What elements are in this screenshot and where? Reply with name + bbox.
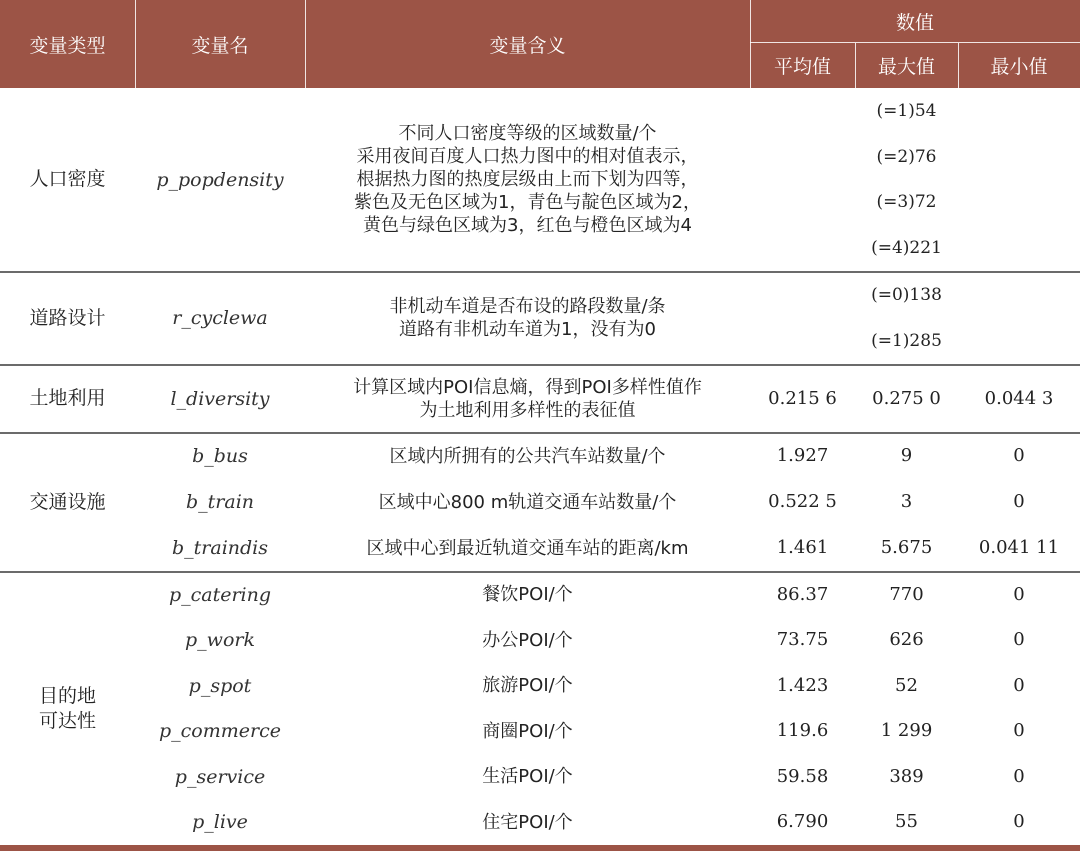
mean-value: 119.6 [776,720,829,741]
min-value: 0.041 11 [978,537,1060,558]
header-variable-type: 变量类型 [29,34,106,57]
min-value: 0 [1013,811,1025,832]
header-values-group: 数值 [895,11,934,34]
category-road-design: 道路设计 [29,306,106,329]
meaning-bus: 区域内所拥有的公共汽车站数量/个 [389,445,666,467]
variable-p-commerce: p_commerce [159,720,281,742]
meaning-line: 黄色与绿色区域为3，红色与橙色区域为4 [363,215,692,236]
meaning-commerce: 商圈POI/个 [482,720,573,742]
variable-p-popdensity: p_popdensity [156,168,284,191]
max-value: 626 [889,629,924,650]
variable-p-service: p_service [174,765,266,788]
meaning-line: 为土地利用多样性的表征值 [419,399,636,421]
popdensity-counts [855,88,958,271]
max-value: 5.675 [880,537,933,558]
count-value: (=1)285 [871,331,942,351]
meaning-line: 根据热力图的热度层级由上而下划为四等， [356,169,699,190]
meaning-popdensity [305,88,750,271]
meaning-work: 办公POI/个 [482,629,573,651]
meaning-cyclewa [305,272,750,364]
meaning-train: 区域中心800 m轨道交通车站数量/个 [378,491,677,513]
count-value: (=2)76 [876,146,937,167]
count-value: (=3)72 [876,192,937,213]
mean-value: 0.215 6 [768,387,837,409]
meaning-line: 采用夜间百度人口热力图中的相对值表示， [356,146,699,167]
min-value: 0 [1013,765,1025,787]
category-land-use: 土地利用 [29,387,106,409]
meaning-line: 紫色及无色区域为1，青色与靛色区域为2， [354,192,701,213]
category-population-density: 人口密度 [29,168,106,190]
max-value: 52 [895,674,918,696]
count-value: (=4)221 [871,238,942,259]
meaning-service: 生活POI/个 [482,766,573,787]
max-value: 9 [900,445,913,466]
max-value: 3 [900,491,913,512]
max-value: 770 [889,583,924,605]
mean-value: 73.75 [776,629,829,650]
mean-value: 6.790 [776,811,829,832]
variable-p-live: p_live [192,811,248,833]
meaning-line: 计算区域内POI信息熵，得到POI多样性值作 [353,376,702,398]
header-mean: 平均值 [773,56,831,78]
meaning-line: 非机动车道是否布设的路段数量/条 [389,296,666,317]
mean-value: 59.58 [776,765,829,787]
cyclewa-counts [855,272,958,364]
min-value: 0 [1013,629,1025,650]
meaning-spot: 旅游POI/个 [482,675,573,696]
header-min: 最小值 [990,56,1048,78]
header-variable-meaning: 变量含义 [489,34,566,57]
meaning-line: 不同人口密度等级的区域数量/个 [398,123,657,144]
meaning-traindis: 区域中心到最近轨道交通车站的距离/km [366,537,689,559]
min-value: 0 [1013,583,1025,605]
meaning-live: 住宅POI/个 [482,811,573,833]
min-value: 0 [1013,491,1025,512]
variable-p-catering: p_catering [168,583,272,606]
variable-l-diversity: l_diversity [170,387,270,410]
header-max: 最大值 [877,56,935,78]
variable-p-work: p_work [185,629,255,651]
table-bottom-rule [0,845,1080,851]
category-transit-facilities: 交通设施 [29,490,106,513]
mean-value: 1.461 [776,537,829,558]
variable-b-traindis: b_traindis [171,537,268,559]
variable-b-train: b_train [185,491,255,513]
meaning-line: 道路有非机动车道为1，没有为0 [399,319,656,340]
max-value: 389 [889,765,924,787]
mean-value: 1.423 [776,674,829,696]
max-value: 1 299 [880,720,933,741]
min-value: 0 [1013,674,1025,696]
variable-r-cyclewa: r_cyclewa [172,307,268,329]
count-value: (=0)138 [871,285,942,305]
variable-p-spot: p_spot [188,674,252,697]
mean-value: 86.37 [776,583,829,605]
mean-value: 0.522 5 [768,491,837,512]
category-line: 可达性 [38,709,96,732]
category-line: 目的地 [38,684,96,707]
header-variable-name: 变量名 [191,34,249,57]
min-value: 0 [1013,720,1025,741]
max-value: 0.275 0 [872,387,941,409]
category-destination-accessibility [0,572,135,845]
count-value: (=1)54 [876,100,937,121]
min-value: 0.044 3 [984,387,1054,409]
mean-value: 1.927 [776,445,829,466]
variable-b-bus: b_bus [192,445,248,467]
meaning-diversity [305,365,750,432]
meaning-catering: 餐饮POI/个 [482,584,573,605]
max-value: 55 [895,811,918,832]
min-value: 0 [1013,445,1025,466]
